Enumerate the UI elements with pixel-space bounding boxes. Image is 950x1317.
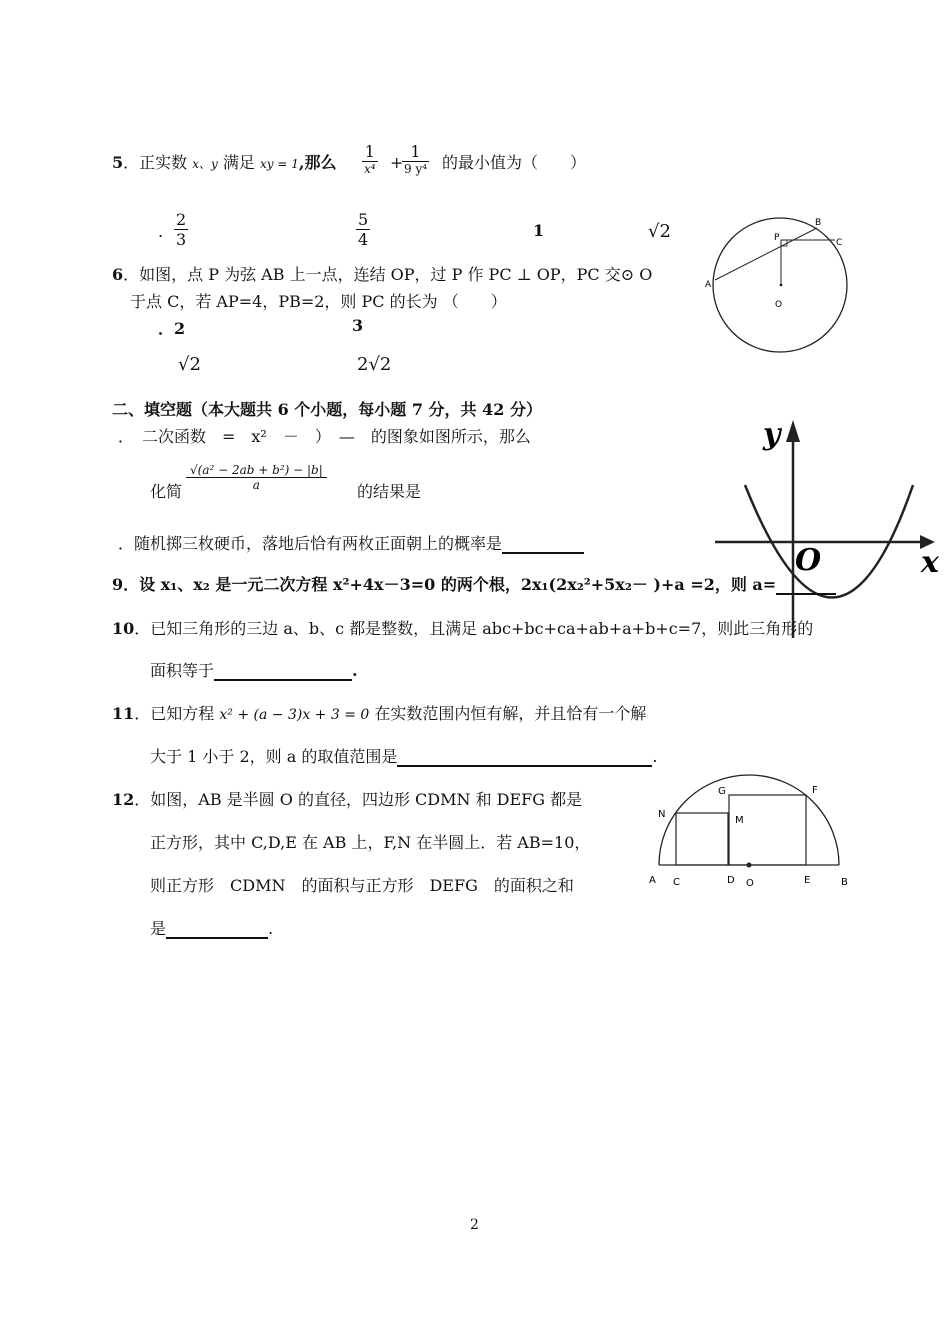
q7-expression bbox=[186, 463, 327, 492]
q12-number: 12 bbox=[112, 790, 135, 809]
q5-option-a: 2 3 bbox=[176, 210, 187, 249]
q6-option-d: 2√2 bbox=[357, 354, 392, 375]
q10-text1: ．已知三角形的三边 a、b、c 都是整数，且满足 abc+bc+ca+ab+a+b+c=7，则此三角形的 bbox=[134, 619, 814, 638]
q10-number: 10 bbox=[112, 619, 135, 638]
q6-label-b: B bbox=[815, 218, 822, 228]
q11-text-b: 在实数范围内恒有解，并且恰有一个解 bbox=[374, 704, 647, 723]
q5-text-c: ,那么 bbox=[298, 153, 337, 172]
q10-line2: 面积等于 . bbox=[150, 661, 358, 680]
q11-line1 bbox=[112, 701, 646, 724]
q12-line3: 则正方形 CDMN 的面积与正方形 DEFG 的面积之和 bbox=[150, 876, 574, 895]
q12-text1: ．如图，AB 是半圆 O 的直径，四边形 CDMN 和 DEFG 都是 bbox=[134, 790, 583, 809]
q12-answer-blank[interactable] bbox=[166, 921, 268, 939]
q9-number: 9 bbox=[112, 575, 124, 594]
q7-label-y: y bbox=[763, 417, 781, 452]
q5-cond: xy = 1 bbox=[260, 157, 299, 171]
q5-vars: x、y bbox=[192, 157, 218, 171]
q9-answer-blank[interactable] bbox=[776, 577, 836, 595]
q5-frac1-num: 1 bbox=[364, 142, 375, 161]
q12-semicircle-figure bbox=[645, 765, 855, 890]
q9-text: ．设 x₁、x₂ 是一元二次方程 x²+4x－3=0 的两个根，2x₁(2x₂²+5x₂－ )+a =2，则 a= bbox=[123, 575, 777, 594]
q7-y-arrow bbox=[786, 420, 800, 442]
q12-label-n: N bbox=[658, 809, 666, 820]
q6-label-o: O bbox=[775, 300, 783, 310]
q12-label-f: F bbox=[812, 785, 818, 796]
q6-number: 6 bbox=[112, 265, 124, 284]
q5-option-d: √2 bbox=[648, 221, 671, 242]
q12-line4: 是 . bbox=[150, 919, 274, 938]
q10-text2: 面积等于 bbox=[150, 661, 215, 680]
q5-option-c: 1 bbox=[533, 221, 545, 240]
q11-number: 11 bbox=[112, 704, 135, 723]
q12-label-g: G bbox=[718, 786, 726, 797]
q12-label-o: O bbox=[746, 878, 754, 889]
q6-option-b: 3 bbox=[352, 316, 364, 335]
q12-line1 bbox=[112, 787, 582, 810]
q6-text1: ．如图，点 P 为弦 AB 上一点，连结 OP，过 P 作 PC ⊥ OP，PC 交⊙ O bbox=[123, 265, 653, 284]
q5-number: 5 bbox=[112, 153, 124, 172]
q7-label-x: x bbox=[921, 545, 939, 580]
q5-option-b: 5 4 bbox=[358, 210, 369, 249]
q8-text: ．随机掷三枚硬币，落地后恰有两枚正面朝上的概率是 bbox=[118, 534, 503, 553]
q7-expr-den: a bbox=[252, 478, 260, 492]
q6-label-c: C bbox=[836, 238, 843, 248]
q7-expr-num: √(a² − 2ab + b²) − |b| bbox=[190, 463, 323, 477]
q12-label-b: B bbox=[841, 877, 848, 888]
q7-line1: ． 二次函数 = x² － ） — 的图象如图所示，那么 bbox=[118, 427, 531, 446]
q7-tail: 的结果是 bbox=[357, 482, 422, 501]
q5-frac2 bbox=[402, 142, 429, 176]
q10-answer-blank[interactable] bbox=[214, 663, 352, 681]
section2-title: 二、填空题（本大题共 6 个小题，每小题 7 分，共 42 分） bbox=[112, 400, 542, 419]
q7-simplify: 化简 bbox=[150, 482, 183, 501]
q6-line2: 于点 C，若 AP=4，PB=2，则 PC 的长为 （ ） bbox=[130, 292, 507, 311]
q5-text-a: ．正实数 bbox=[123, 153, 188, 172]
q5-optA-dot: . bbox=[158, 222, 164, 241]
q5-line bbox=[112, 150, 336, 173]
q6-chord-ab bbox=[715, 228, 817, 280]
page-number: 2 bbox=[470, 1217, 479, 1233]
q6-label-p: P bbox=[774, 233, 780, 243]
q12-label-e: E bbox=[804, 875, 811, 886]
q11-equation: x² + (a − 3)x + 3 = 0 bbox=[219, 707, 370, 723]
q11-answer-blank[interactable] bbox=[397, 749, 652, 767]
q12-center-dot bbox=[747, 863, 752, 868]
q7-label-o: O bbox=[795, 543, 822, 578]
q11-text-a: ．已知方程 bbox=[134, 704, 215, 723]
q12-square-cdmn bbox=[676, 813, 728, 865]
q6-line1 bbox=[112, 262, 652, 285]
q8-answer-blank[interactable] bbox=[502, 536, 584, 554]
q12-square-defg bbox=[729, 795, 806, 865]
q11-text2: 大于 1 小于 2，则 a 的取值范围是 bbox=[150, 747, 398, 766]
q12-line2: 正方形，其中 C,D,E 在 AB 上，F,N 在半圆上．若 AB=10， bbox=[150, 833, 591, 852]
q5-frac2-den: 9 y⁴ bbox=[404, 162, 428, 176]
q5-plus: + bbox=[390, 153, 404, 172]
q12-label-m: M bbox=[735, 815, 744, 826]
q6-circle-figure bbox=[705, 212, 855, 357]
q5-frac1 bbox=[362, 142, 378, 176]
q12-label-d: D bbox=[727, 875, 735, 886]
q6-center-dot bbox=[780, 284, 783, 287]
q11-line2: 大于 1 小于 2，则 a 的取值范围是 . bbox=[150, 747, 658, 766]
q12-label-c: C bbox=[673, 877, 680, 888]
q8-line bbox=[118, 531, 584, 554]
q7-parabola-figure bbox=[715, 410, 945, 640]
q12-label-a: A bbox=[649, 875, 656, 886]
q5-text-d: 的最小值为（ ） bbox=[442, 153, 587, 172]
q6-option-a: ．2 bbox=[158, 319, 186, 338]
q10-line1 bbox=[112, 616, 813, 639]
q12-text4: 是 bbox=[150, 919, 167, 938]
q9-line bbox=[112, 572, 836, 595]
q5-frac1-den: x⁴ bbox=[364, 162, 376, 176]
q5-text-b: 满足 bbox=[222, 153, 255, 172]
q6-label-a: A bbox=[705, 280, 712, 290]
q5-frac2-num: 1 bbox=[410, 142, 421, 161]
q6-option-c: √2 bbox=[178, 354, 201, 375]
